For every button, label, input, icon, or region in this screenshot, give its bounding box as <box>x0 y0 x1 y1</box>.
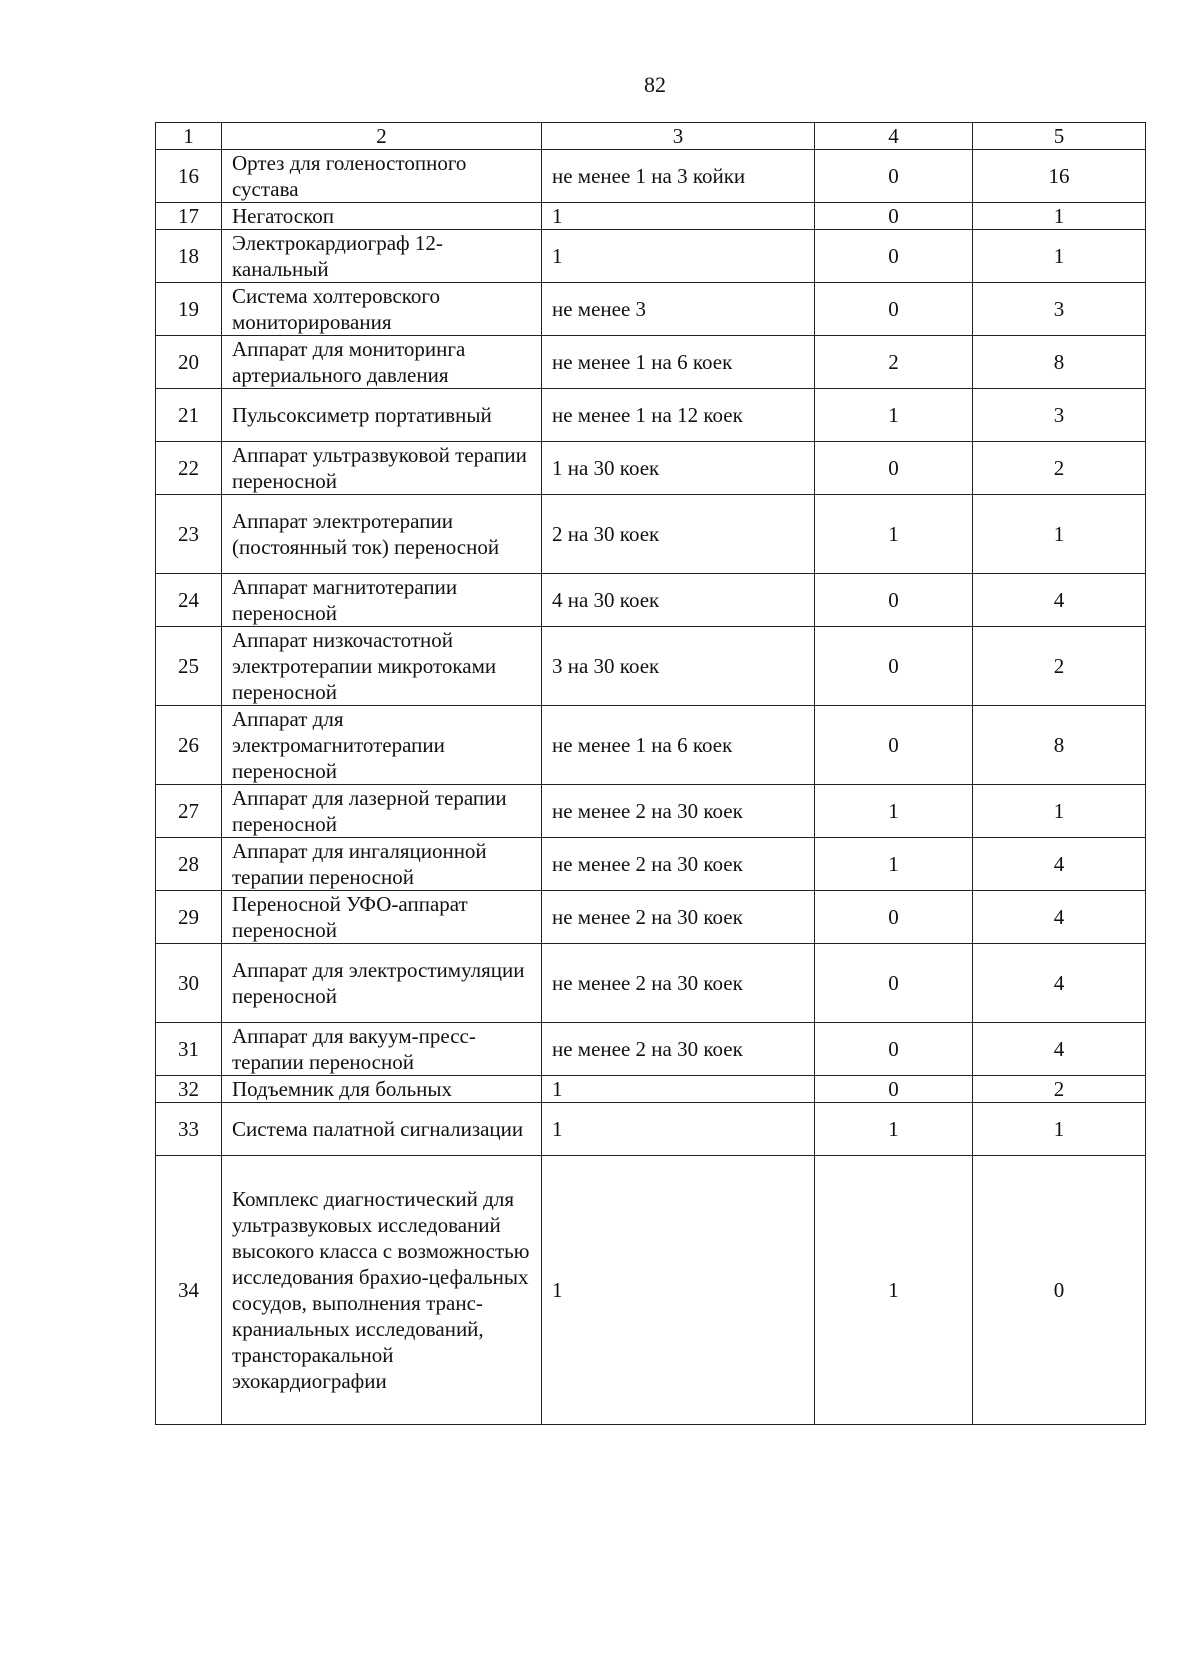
column-number-cell: 1 <box>156 123 222 150</box>
table-row <box>156 1076 1146 1103</box>
column-5-value-cell: 1 <box>973 203 1146 230</box>
column-5-value-cell: 4 <box>973 891 1146 944</box>
quantity-norm-cell: 1 <box>542 1103 815 1156</box>
table-row <box>156 838 1146 891</box>
equipment-name-cell: Аппарат ультразвуковой терапии переносной <box>222 442 542 495</box>
equipment-name-cell: Аппарат для лазерной терапии переносной <box>222 785 542 838</box>
column-5-value-cell: 8 <box>973 706 1146 785</box>
table-row <box>156 495 1146 574</box>
quantity-norm-cell: 1 <box>542 203 815 230</box>
quantity-norm-cell: 1 на 30 коек <box>542 442 815 495</box>
table-row <box>156 442 1146 495</box>
column-4-value-cell: 1 <box>815 495 973 574</box>
quantity-norm-cell: не менее 3 <box>542 283 815 336</box>
table-row <box>156 336 1146 389</box>
row-number-cell: 32 <box>156 1076 222 1103</box>
row-number-cell: 24 <box>156 574 222 627</box>
column-5-value-cell: 3 <box>973 389 1146 442</box>
row-number-cell: 23 <box>156 495 222 574</box>
column-5-value-cell: 2 <box>973 1076 1146 1103</box>
column-5-value-cell: 1 <box>973 230 1146 283</box>
page-number: 82 <box>644 72 666 97</box>
equipment-name-cell: Аппарат для ингаляционной терапии переносной <box>222 838 542 891</box>
column-5-value-cell: 2 <box>973 627 1146 706</box>
quantity-norm-cell: не менее 2 на 30 коек <box>542 944 815 1023</box>
column-5-value-cell: 0 <box>973 1156 1146 1425</box>
equipment-name-cell: Аппарат магнитотерапии переносной <box>222 574 542 627</box>
column-4-value-cell: 2 <box>815 336 973 389</box>
quantity-norm-cell: не менее 1 на 6 коек <box>542 706 815 785</box>
row-number-cell: 22 <box>156 442 222 495</box>
column-4-value-cell: 1 <box>815 1156 973 1425</box>
column-4-value-cell: 0 <box>815 944 973 1023</box>
table-row <box>156 283 1146 336</box>
column-number-cell: 5 <box>973 123 1146 150</box>
quantity-norm-cell: не менее 1 на 12 коек <box>542 389 815 442</box>
column-number-cell: 4 <box>815 123 973 150</box>
row-number-cell: 19 <box>156 283 222 336</box>
row-number-cell: 21 <box>156 389 222 442</box>
row-number-cell: 17 <box>156 203 222 230</box>
row-number-cell: 31 <box>156 1023 222 1076</box>
column-number-row <box>156 123 1146 150</box>
column-4-value-cell: 0 <box>815 891 973 944</box>
column-5-value-cell: 4 <box>973 1023 1146 1076</box>
column-5-value-cell: 1 <box>973 785 1146 838</box>
row-number-cell: 20 <box>156 336 222 389</box>
row-number-cell: 33 <box>156 1103 222 1156</box>
column-number-cell: 3 <box>542 123 815 150</box>
table-row <box>156 944 1146 1023</box>
table-row <box>156 389 1146 442</box>
column-4-value-cell: 0 <box>815 706 973 785</box>
column-5-value-cell: 16 <box>973 150 1146 203</box>
column-5-value-cell: 8 <box>973 336 1146 389</box>
equipment-name-cell: Электрокардиограф 12-канальный <box>222 230 542 283</box>
table-row <box>156 706 1146 785</box>
row-number-cell: 30 <box>156 944 222 1023</box>
column-5-value-cell: 4 <box>973 574 1146 627</box>
row-number-cell: 27 <box>156 785 222 838</box>
quantity-norm-cell: 3 на 30 коек <box>542 627 815 706</box>
column-4-value-cell: 0 <box>815 230 973 283</box>
table-row <box>156 574 1146 627</box>
quantity-norm-cell: не менее 2 на 30 коек <box>542 785 815 838</box>
table-row <box>156 203 1146 230</box>
quantity-norm-cell: не менее 1 на 6 коек <box>542 336 815 389</box>
quantity-norm-cell: 1 <box>542 230 815 283</box>
column-4-value-cell: 0 <box>815 150 973 203</box>
column-4-value-cell: 0 <box>815 1023 973 1076</box>
quantity-norm-cell: не менее 1 на 3 койки <box>542 150 815 203</box>
column-4-value-cell: 1 <box>815 389 973 442</box>
equipment-name-cell: Аппарат для вакуум-пресс-терапии переносной <box>222 1023 542 1076</box>
column-4-value-cell: 0 <box>815 574 973 627</box>
row-number-cell: 18 <box>156 230 222 283</box>
quantity-norm-cell: не менее 2 на 30 коек <box>542 891 815 944</box>
equipment-name-cell: Аппарат низкочастотной электротерапии микротоками переносной <box>222 627 542 706</box>
quantity-norm-cell: не менее 2 на 30 коек <box>542 838 815 891</box>
row-number-cell: 28 <box>156 838 222 891</box>
table-row <box>156 785 1146 838</box>
equipment-table-body <box>156 123 1146 1425</box>
quantity-norm-cell: 4 на 30 коек <box>542 574 815 627</box>
column-5-value-cell: 4 <box>973 838 1146 891</box>
column-4-value-cell: 1 <box>815 785 973 838</box>
equipment-name-cell: Аппарат для электростимуляции переносной <box>222 944 542 1023</box>
row-number-cell: 16 <box>156 150 222 203</box>
row-number-cell: 34 <box>156 1156 222 1425</box>
equipment-name-cell: Аппарат электротерапии (постоянный ток) переносной <box>222 495 542 574</box>
row-number-cell: 29 <box>156 891 222 944</box>
column-4-value-cell: 1 <box>815 1103 973 1156</box>
equipment-name-cell: Система холтеровского мониторирования <box>222 283 542 336</box>
table-row <box>156 150 1146 203</box>
table-row <box>156 230 1146 283</box>
quantity-norm-cell: 2 на 30 коек <box>542 495 815 574</box>
row-number-cell: 26 <box>156 706 222 785</box>
column-5-value-cell: 3 <box>973 283 1146 336</box>
equipment-name-cell: Переносной УФО-аппарат переносной <box>222 891 542 944</box>
equipment-name-cell: Система палатной сигнализации <box>222 1103 542 1156</box>
equipment-name-cell: Аппарат для электромагнитотерапии переносной <box>222 706 542 785</box>
row-number-cell: 25 <box>156 627 222 706</box>
equipment-name-cell: Комплекс диагностический для ультразвуковых исследований высокого класса с возможностью исследования брахио-цефальных сосудов, выполнения транс-краниальных исследований, трансторакальной эхокардиографии <box>222 1156 542 1425</box>
column-4-value-cell: 0 <box>815 203 973 230</box>
quantity-norm-cell: 1 <box>542 1156 815 1425</box>
equipment-name-cell: Подъемник для больных <box>222 1076 542 1103</box>
table-row <box>156 1023 1146 1076</box>
equipment-name-cell: Пульсоксиметр портативный <box>222 389 542 442</box>
column-5-value-cell: 1 <box>973 1103 1146 1156</box>
column-4-value-cell: 0 <box>815 627 973 706</box>
equipment-table <box>155 122 1146 1425</box>
column-4-value-cell: 0 <box>815 1076 973 1103</box>
equipment-name-cell: Негатоскоп <box>222 203 542 230</box>
column-number-cell: 2 <box>222 123 542 150</box>
column-5-value-cell: 2 <box>973 442 1146 495</box>
table-row <box>156 627 1146 706</box>
table-row <box>156 891 1146 944</box>
column-4-value-cell: 0 <box>815 283 973 336</box>
column-4-value-cell: 0 <box>815 442 973 495</box>
column-4-value-cell: 1 <box>815 838 973 891</box>
quantity-norm-cell: не менее 2 на 30 коек <box>542 1023 815 1076</box>
column-5-value-cell: 4 <box>973 944 1146 1023</box>
equipment-name-cell: Ортез для голеностопного сустава <box>222 150 542 203</box>
table-row <box>156 1156 1146 1425</box>
equipment-name-cell: Аппарат для мониторинга артериального давления <box>222 336 542 389</box>
table-row <box>156 1103 1146 1156</box>
quantity-norm-cell: 1 <box>542 1076 815 1103</box>
column-5-value-cell: 1 <box>973 495 1146 574</box>
